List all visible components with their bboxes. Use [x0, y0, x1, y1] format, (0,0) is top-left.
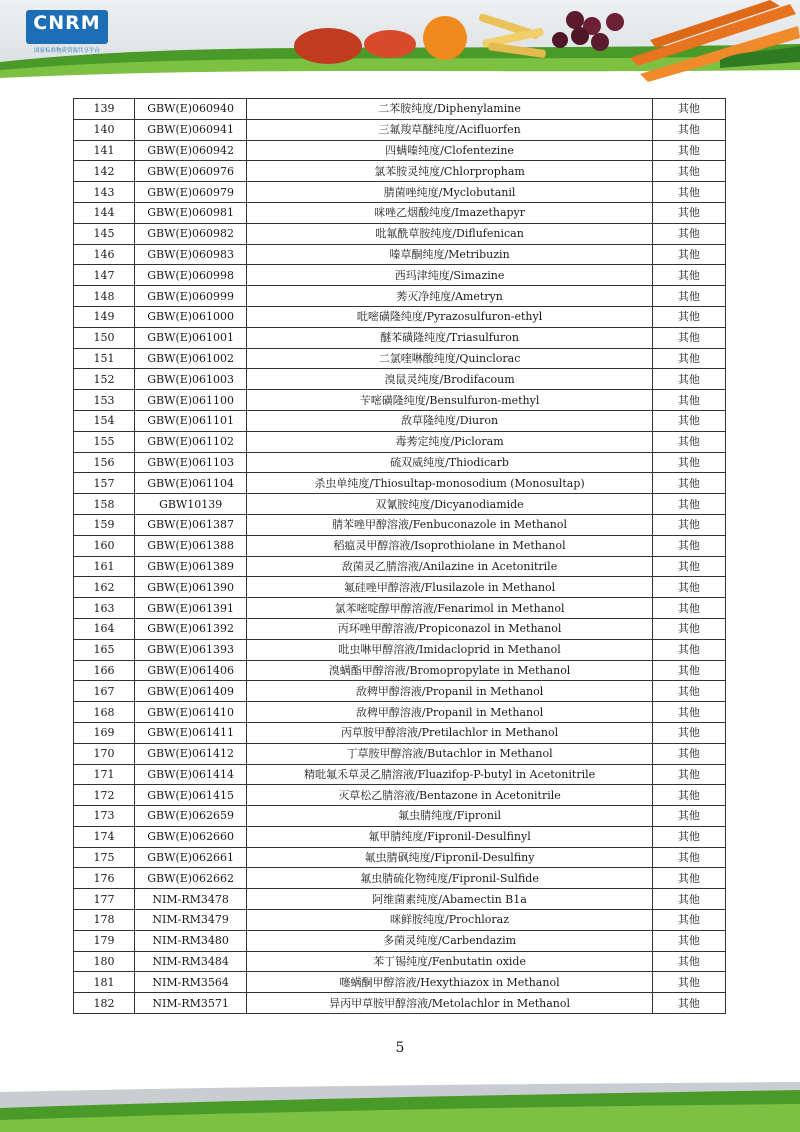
table-row: [74, 951, 726, 972]
category-cell: 其他: [652, 702, 725, 723]
code-cell: GBW(E)061410: [135, 702, 247, 723]
row-number-cell: 146: [74, 244, 135, 265]
code-cell: GBW(E)060999: [135, 286, 247, 307]
row-number-cell: 177: [74, 889, 135, 910]
table-row: [74, 265, 726, 286]
table-row: [74, 286, 726, 307]
grapes-illustration: [552, 11, 624, 51]
table-row: [74, 577, 726, 598]
table-row: [74, 223, 726, 244]
table-row: [74, 556, 726, 577]
row-number-cell: 164: [74, 618, 135, 639]
row-number-cell: 148: [74, 286, 135, 307]
logo-subtext: 国家标准物质资源共享平台: [33, 48, 100, 54]
name-cell: 嗪草酮纯度/Metribuzin: [247, 244, 653, 265]
code-cell: GBW(E)060941: [135, 119, 247, 140]
name-cell: 敌菌灵乙腈溶液/Anilazine in Acetonitrile: [247, 556, 653, 577]
logo-text: CNRM: [33, 12, 101, 34]
code-cell: GBW(E)061104: [135, 473, 247, 494]
name-cell: 腈菌唑纯度/Myclobutanil: [247, 182, 653, 203]
row-number-cell: 160: [74, 535, 135, 556]
name-cell: 丙草胺甲醇溶液/Pretilachlor in Methanol: [247, 722, 653, 743]
row-number-cell: 145: [74, 223, 135, 244]
row-number-cell: 161: [74, 556, 135, 577]
table-row: [74, 660, 726, 681]
code-cell: GBW(E)061103: [135, 452, 247, 473]
code-cell: NIM-RM3480: [135, 930, 247, 951]
code-cell: GBW(E)060983: [135, 244, 247, 265]
code-cell: GBW(E)060979: [135, 182, 247, 203]
name-cell: 苯丁锡纯度/Fenbutatin oxide: [247, 951, 653, 972]
table-row: [74, 993, 726, 1014]
table-row: [74, 244, 726, 265]
table-row: [74, 306, 726, 327]
category-cell: 其他: [652, 473, 725, 494]
row-number-cell: 158: [74, 494, 135, 515]
name-cell: 精吡氟禾草灵乙腈溶液/Fluazifop-P-butyl in Acetonitrile: [247, 764, 653, 785]
row-number-cell: 144: [74, 202, 135, 223]
page-header: [0, 0, 800, 92]
category-cell: 其他: [652, 618, 725, 639]
table-row: [74, 473, 726, 494]
row-number-cell: 172: [74, 785, 135, 806]
row-number-cell: 152: [74, 369, 135, 390]
name-cell: 二苯胺纯度/Diphenylamine: [247, 99, 653, 120]
row-number-cell: 157: [74, 473, 135, 494]
category-cell: 其他: [652, 556, 725, 577]
row-number-cell: 173: [74, 806, 135, 827]
code-cell: GBW(E)061388: [135, 535, 247, 556]
name-cell: 腈苯唑甲醇溶液/Fenbuconazole in Methanol: [247, 514, 653, 535]
row-number-cell: 163: [74, 598, 135, 619]
row-number-cell: 153: [74, 390, 135, 411]
row-number-cell: 182: [74, 993, 135, 1014]
category-cell: 其他: [652, 223, 725, 244]
table-row: [74, 140, 726, 161]
row-number-cell: 176: [74, 868, 135, 889]
row-number-cell: 150: [74, 327, 135, 348]
name-cell: 异丙甲草胺甲醇溶液/Metolachlor in Methanol: [247, 993, 653, 1014]
category-cell: 其他: [652, 826, 725, 847]
tomato-illustration: [294, 28, 362, 64]
name-cell: 氟甲腈纯度/Fipronil-Desulfinyl: [247, 826, 653, 847]
name-cell: 苄嘧磺隆纯度/Bensulfuron-methyl: [247, 390, 653, 411]
row-number-cell: 169: [74, 722, 135, 743]
category-cell: 其他: [652, 764, 725, 785]
category-cell: 其他: [652, 286, 725, 307]
category-cell: 其他: [652, 244, 725, 265]
category-cell: 其他: [652, 348, 725, 369]
name-cell: 吡虫啉甲醇溶液/Imidacloprid in Methanol: [247, 639, 653, 660]
table-row: [74, 369, 726, 390]
reference-material-table: [73, 98, 726, 1014]
table-row: [74, 764, 726, 785]
table-row: [74, 202, 726, 223]
code-cell: GBW(E)061393: [135, 639, 247, 660]
category-cell: 其他: [652, 910, 725, 931]
name-cell: 氟虫腈纯度/Fipronil: [247, 806, 653, 827]
code-cell: GBW(E)060976: [135, 161, 247, 182]
table-row: [74, 618, 726, 639]
table-row: [74, 410, 726, 431]
table-body: [74, 99, 726, 1014]
pepper-illustration: [364, 30, 416, 58]
name-cell: 莠灭净纯度/Ametryn: [247, 286, 653, 307]
category-cell: 其他: [652, 306, 725, 327]
code-cell: GBW(E)061387: [135, 514, 247, 535]
code-cell: GBW(E)060942: [135, 140, 247, 161]
code-cell: GBW(E)061392: [135, 618, 247, 639]
name-cell: 咪唑乙烟酸纯度/Imazethapyr: [247, 202, 653, 223]
code-cell: GBW(E)060998: [135, 265, 247, 286]
code-cell: NIM-RM3484: [135, 951, 247, 972]
category-cell: 其他: [652, 972, 725, 993]
row-number-cell: 168: [74, 702, 135, 723]
name-cell: 三氟羧草醚纯度/Acifluorfen: [247, 119, 653, 140]
category-cell: 其他: [652, 410, 725, 431]
name-cell: 丙环唑甲醇溶液/Propiconazol in Methanol: [247, 618, 653, 639]
row-number-cell: 142: [74, 161, 135, 182]
table-row: [74, 826, 726, 847]
table-row: [74, 535, 726, 556]
row-number-cell: 159: [74, 514, 135, 535]
table-row: [74, 681, 726, 702]
code-cell: GBW(E)062662: [135, 868, 247, 889]
footer-swoosh: [0, 1082, 800, 1132]
footer-band: [0, 1082, 800, 1132]
code-cell: GBW(E)062660: [135, 826, 247, 847]
row-number-cell: 174: [74, 826, 135, 847]
name-cell: 阿维菌素纯度/Abamectin B1a: [247, 889, 653, 910]
table-row: [74, 910, 726, 931]
category-cell: 其他: [652, 327, 725, 348]
name-cell: 吡氟酰草胺纯度/Diflufenican: [247, 223, 653, 244]
category-cell: 其他: [652, 182, 725, 203]
orange-illustration: [423, 16, 467, 60]
name-cell: 毒莠定纯度/Picloram: [247, 431, 653, 452]
name-cell: 多菌灵纯度/Carbendazim: [247, 930, 653, 951]
name-cell: 敌稗甲醇溶液/Propanil in Methanol: [247, 681, 653, 702]
category-cell: 其他: [652, 577, 725, 598]
table-row: [74, 847, 726, 868]
code-cell: GBW(E)062659: [135, 806, 247, 827]
row-number-cell: 170: [74, 743, 135, 764]
row-number-cell: 140: [74, 119, 135, 140]
code-cell: GBW(E)061411: [135, 722, 247, 743]
row-number-cell: 165: [74, 639, 135, 660]
category-cell: 其他: [652, 868, 725, 889]
row-number-cell: 171: [74, 764, 135, 785]
table-row: [74, 743, 726, 764]
table-row: [74, 639, 726, 660]
row-number-cell: 181: [74, 972, 135, 993]
code-cell: GBW(E)060982: [135, 223, 247, 244]
code-cell: GBW(E)061389: [135, 556, 247, 577]
name-cell: 灭草松乙腈溶液/Bentazone in Acetonitrile: [247, 785, 653, 806]
header-food-banner: [0, 0, 800, 92]
category-cell: 其他: [652, 202, 725, 223]
code-cell: GBW(E)061415: [135, 785, 247, 806]
name-cell: 醚苯磺隆纯度/Triasulfuron: [247, 327, 653, 348]
name-cell: 氟虫腈硫化物纯度/Fipronil-Sulfide: [247, 868, 653, 889]
table-row: [74, 868, 726, 889]
name-cell: 氟硅唑甲醇溶液/Flusilazole in Methanol: [247, 577, 653, 598]
table-row: [74, 452, 726, 473]
category-cell: 其他: [652, 889, 725, 910]
category-cell: 其他: [652, 99, 725, 120]
name-cell: 杀虫单纯度/Thiosultap-monosodium (Monosultap): [247, 473, 653, 494]
category-cell: 其他: [652, 514, 725, 535]
page-number: 5: [395, 1040, 405, 1056]
category-cell: 其他: [652, 930, 725, 951]
name-cell: 氯苯嘧啶醇甲醇溶液/Fenarimol in Methanol: [247, 598, 653, 619]
table-row: [74, 722, 726, 743]
category-cell: 其他: [652, 161, 725, 182]
table-row: [74, 348, 726, 369]
category-cell: 其他: [652, 265, 725, 286]
row-number-cell: 156: [74, 452, 135, 473]
row-number-cell: 154: [74, 410, 135, 431]
table-row: [74, 889, 726, 910]
category-cell: 其他: [652, 639, 725, 660]
code-cell: GBW(E)060940: [135, 99, 247, 120]
category-cell: 其他: [652, 951, 725, 972]
category-cell: 其他: [652, 494, 725, 515]
name-cell: 溴螨酯甲醇溶液/Bromopropylate in Methanol: [247, 660, 653, 681]
table-row: [74, 431, 726, 452]
name-cell: 噻螨酮甲醇溶液/Hexythiazox in Methanol: [247, 972, 653, 993]
table-row: [74, 161, 726, 182]
table-row: [74, 702, 726, 723]
code-cell: GBW(E)061406: [135, 660, 247, 681]
table-row: [74, 930, 726, 951]
name-cell: 二氯喹啉酸纯度/Quinclorac: [247, 348, 653, 369]
name-cell: 敌草隆纯度/Diuron: [247, 410, 653, 431]
category-cell: 其他: [652, 598, 725, 619]
code-cell: NIM-RM3564: [135, 972, 247, 993]
category-cell: 其他: [652, 806, 725, 827]
name-cell: 氟虫腈砜纯度/Fipronil-Desulfiny: [247, 847, 653, 868]
code-cell: GBW(E)061101: [135, 410, 247, 431]
row-number-cell: 143: [74, 182, 135, 203]
category-cell: 其他: [652, 660, 725, 681]
name-cell: 硫双威纯度/Thiodicarb: [247, 452, 653, 473]
code-cell: GBW(E)061001: [135, 327, 247, 348]
category-cell: 其他: [652, 743, 725, 764]
table-row: [74, 99, 726, 120]
row-number-cell: 166: [74, 660, 135, 681]
row-number-cell: 175: [74, 847, 135, 868]
category-cell: 其他: [652, 119, 725, 140]
code-cell: GBW(E)061412: [135, 743, 247, 764]
code-cell: GBW(E)061391: [135, 598, 247, 619]
name-cell: 双氰胺纯度/Dicyanodiamide: [247, 494, 653, 515]
name-cell: 溴鼠灵纯度/Brodifacoum: [247, 369, 653, 390]
category-cell: 其他: [652, 452, 725, 473]
category-cell: 其他: [652, 431, 725, 452]
category-cell: 其他: [652, 722, 725, 743]
table-row: [74, 598, 726, 619]
code-cell: NIM-RM3478: [135, 889, 247, 910]
row-number-cell: 178: [74, 910, 135, 931]
table-row: [74, 806, 726, 827]
category-cell: 其他: [652, 993, 725, 1014]
name-cell: 吡嘧磺隆纯度/Pyrazosulfuron-ethyl: [247, 306, 653, 327]
row-number-cell: 149: [74, 306, 135, 327]
table-row: [74, 182, 726, 203]
category-cell: 其他: [652, 681, 725, 702]
code-cell: GBW(E)062661: [135, 847, 247, 868]
code-cell: GBW(E)061409: [135, 681, 247, 702]
row-number-cell: 139: [74, 99, 135, 120]
table-row: [74, 514, 726, 535]
code-cell: GBW(E)061100: [135, 390, 247, 411]
row-number-cell: 167: [74, 681, 135, 702]
category-cell: 其他: [652, 847, 725, 868]
row-number-cell: 151: [74, 348, 135, 369]
table-row: [74, 119, 726, 140]
table-row: [74, 972, 726, 993]
category-cell: 其他: [652, 369, 725, 390]
code-cell: GBW(E)061000: [135, 306, 247, 327]
code-cell: GBW(E)061414: [135, 764, 247, 785]
row-number-cell: 147: [74, 265, 135, 286]
name-cell: 氯苯胺灵纯度/Chlorpropham: [247, 161, 653, 182]
name-cell: 咪鲜胺纯度/Prochloraz: [247, 910, 653, 931]
category-cell: 其他: [652, 390, 725, 411]
category-cell: 其他: [652, 785, 725, 806]
table-row: [74, 494, 726, 515]
name-cell: 敌稗甲醇溶液/Propanil in Methanol: [247, 702, 653, 723]
row-number-cell: 180: [74, 951, 135, 972]
row-number-cell: 155: [74, 431, 135, 452]
name-cell: 稻瘟灵甲醇溶液/Isoprothiolane in Methanol: [247, 535, 653, 556]
code-cell: GBW(E)061003: [135, 369, 247, 390]
name-cell: 丁草胺甲醇溶液/Butachlor in Methanol: [247, 743, 653, 764]
code-cell: NIM-RM3479: [135, 910, 247, 931]
row-number-cell: 162: [74, 577, 135, 598]
cnrm-logo: [26, 10, 108, 44]
code-cell: NIM-RM3571: [135, 993, 247, 1014]
name-cell: 四螨嗪纯度/Clofentezine: [247, 140, 653, 161]
code-cell: GBW(E)061390: [135, 577, 247, 598]
name-cell: 西玛津纯度/Simazine: [247, 265, 653, 286]
row-number-cell: 141: [74, 140, 135, 161]
row-number-cell: 179: [74, 930, 135, 951]
code-cell: GBW(E)061002: [135, 348, 247, 369]
category-cell: 其他: [652, 535, 725, 556]
code-cell: GBW(E)061102: [135, 431, 247, 452]
table-row: [74, 327, 726, 348]
category-cell: 其他: [652, 140, 725, 161]
table-row: [74, 390, 726, 411]
code-cell: GBW10139: [135, 494, 247, 515]
code-cell: GBW(E)060981: [135, 202, 247, 223]
table-row: [74, 785, 726, 806]
